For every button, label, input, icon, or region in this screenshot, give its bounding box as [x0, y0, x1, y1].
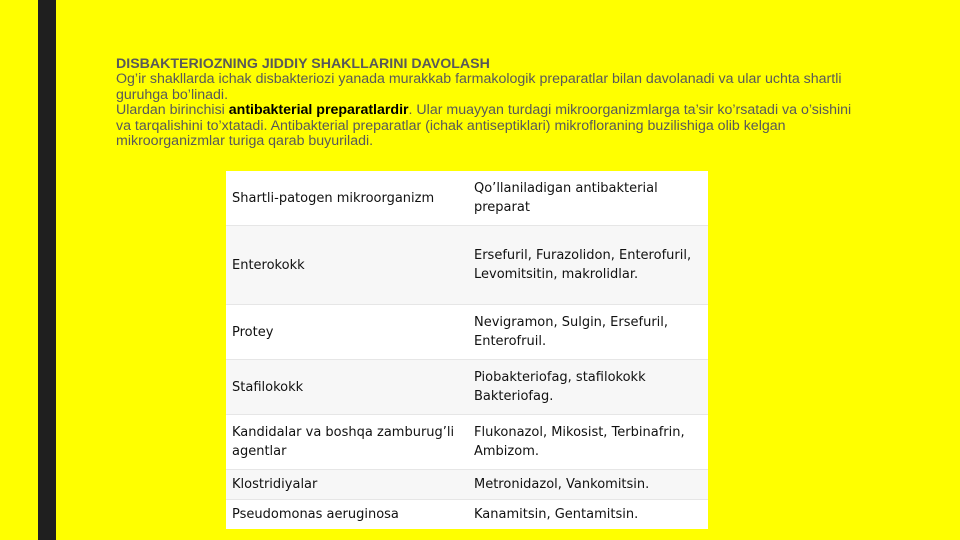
detail-paragraph-start: Ulardan birinchisi	[116, 102, 229, 119]
drug-cell: Metronidazol, Vankomitsin.	[468, 470, 708, 500]
organism-cell: Klostridiyalar	[226, 470, 468, 500]
treatment-table	[226, 171, 708, 529]
table-row	[226, 415, 708, 470]
table-header-row	[226, 171, 708, 226]
table-row	[226, 226, 708, 305]
drug-cell: Piobakteriofag, stafilokokk Bakteriofag.	[468, 360, 708, 415]
table-row	[226, 500, 708, 530]
header-cell-drug: Qo’llaniladigan antibakterial preparat	[468, 171, 708, 226]
detail-paragraph-bold: antibakterial preparatlardir	[228, 102, 409, 119]
drug-cell: Ersefuril, Furazolidon, Enterofuril, Levomitsitin, makrolidlar.	[468, 226, 708, 305]
slide-title: DISBAKTERIOZNING JIDDIY SHAKLLARINI DAVOLASH	[116, 56, 490, 72]
organism-cell: Enterokokk	[226, 226, 468, 305]
drug-cell: Flukonazol, Mikosist, Terbinafrin, Ambizom.	[468, 415, 708, 470]
header-cell-organism: Shartli-patogen mikroorganizm	[226, 171, 468, 226]
table-row	[226, 305, 708, 360]
treatment-table-container	[226, 171, 708, 529]
drug-cell: Nevigramon, Sulgin, Ersefuril, Enterofruil.	[468, 305, 708, 360]
organism-cell: Protey	[226, 305, 468, 360]
slide-text	[116, 57, 856, 149]
organism-cell: Pseudomonas aeruginosa	[232, 507, 399, 522]
detail-paragraph	[116, 103, 856, 149]
sidebar-accent-bar	[38, 0, 56, 540]
organism-cell: Stafilokokk	[226, 360, 468, 415]
detail-paragraph-end: . Ular muayyan turdagi mikroorganizmlarga ta’sir ko’rsatadi va o’sishini va tarqalishini to’xtatadi. Antibakterial preparatlar (ichak antiseptiklari) mikrofloraning buzilishiga olib kelgan mikroorganizmlar turiga qarab buyuriladi.	[116, 102, 852, 150]
intro-paragraph: Og’ir shakllarda ichak disbakteriozi yanada murakkab farmakologik preparatlar bilan davolanadi va ular uchta shartli guruhga bo’linadi.	[116, 71, 842, 103]
organism-cell: Kandidalar va boshqa zamburug’li agentlar	[226, 415, 468, 470]
table-row	[226, 470, 708, 500]
table-row	[226, 360, 708, 415]
drug-cell: Kanamitsin, Gentamitsin.	[474, 507, 639, 522]
